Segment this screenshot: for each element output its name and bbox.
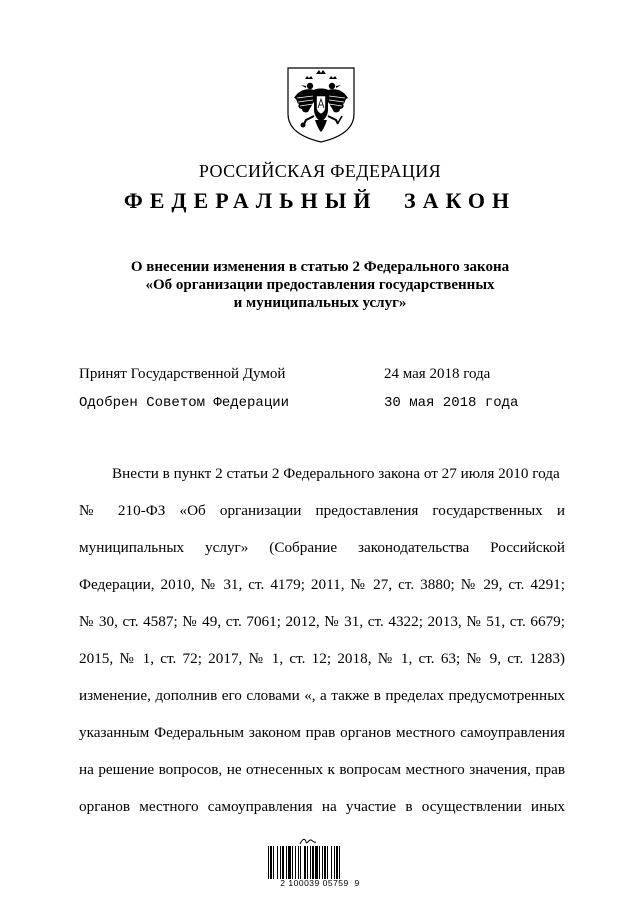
law-title-line: «Об организации предоставления государственных [145, 277, 495, 293]
body-line: муниципальных услуг» (Собрание законодательства Российской [79, 539, 565, 556]
barcode-bar [327, 846, 328, 879]
coat-of-arms-emblem [286, 66, 356, 144]
barcode-bar [268, 846, 269, 879]
barcode-bar [307, 846, 308, 879]
barcode-bars [267, 846, 371, 879]
barcode-bar [288, 846, 291, 879]
body-line: Внести в пункт 2 статьи 2 Федерального закона от 27 июля 2010 года [112, 465, 560, 482]
adopted-label: Принят Государственной Думой [79, 366, 286, 382]
barcode-bar [334, 846, 335, 879]
barcode-bar [331, 846, 332, 879]
barcode-bar [324, 846, 326, 879]
barcode-bar [304, 846, 306, 879]
barcode-bar [280, 846, 281, 879]
barcode-bar [319, 846, 320, 879]
barcode-bar [339, 846, 340, 879]
barcode-bar [298, 846, 299, 879]
barcode-bar [315, 846, 318, 879]
barcode-bar [322, 846, 323, 879]
body-line: № 210-ФЗ «Об организации предоставления государственных и [79, 502, 565, 519]
body-line: органов местного самоуправления на участие в осуществлении иных [79, 798, 565, 815]
barcode-bar [286, 846, 287, 879]
barcode-bar [312, 846, 314, 879]
barcode-bar [336, 846, 338, 879]
body-line: Федерации, 2010, № 31, ст. 4179; 2011, № 27, ст. 3880; № 29, ст. 4291; [79, 576, 565, 593]
body-line: на решение вопросов, не отнесенных к вопросам местного значения, прав [79, 761, 565, 778]
barcode-bar [292, 846, 293, 879]
country-name: РОССИЙСКАЯ ФЕДЕРАЦИЯ [198, 161, 442, 181]
approved-label: Одобрен Советом Федерации [79, 395, 290, 411]
barcode-bar [300, 846, 301, 879]
barcode-bar [282, 846, 284, 879]
barcode-bar [295, 846, 296, 879]
barcode-bar [273, 846, 274, 879]
barcode-number: 2 100039 05759 9 [280, 878, 360, 888]
adopted-date: 24 мая 2018 года [384, 366, 491, 382]
law-title-line: О внесении изменения в статью 2 Федерального закона [130, 259, 510, 275]
barcode-bar [277, 846, 278, 879]
coat-of-arms-icon [286, 66, 356, 144]
document-type: ФЕДЕРАЛЬНЫЙ ЗАКОН [123, 188, 517, 213]
body-line: 2015, № 1, ст. 72; 2017, № 1, ст. 12; 2018, № 1, ст. 63; № 9, ст. 1283) [79, 650, 565, 667]
body-line: изменение, дополнив его словами «, а также в пределах предусмотренных [79, 687, 565, 704]
body-line: указанным Федеральным законом прав органов местного самоуправления [79, 724, 565, 741]
law-title-line: и муниципальных услуг» [233, 295, 407, 311]
approved-date: 30 мая 2018 года [384, 395, 519, 411]
barcode [267, 846, 371, 879]
signature-mark-icon [299, 836, 317, 846]
barcode-bar [270, 846, 272, 879]
barcode-bar [310, 846, 311, 879]
body-line: № 30, ст. 4587; № 49, ст. 7061; 2012, № 31, ст. 4322; 2013, № 51, ст. 6679; [79, 613, 565, 630]
law-title [0, 258, 640, 312]
